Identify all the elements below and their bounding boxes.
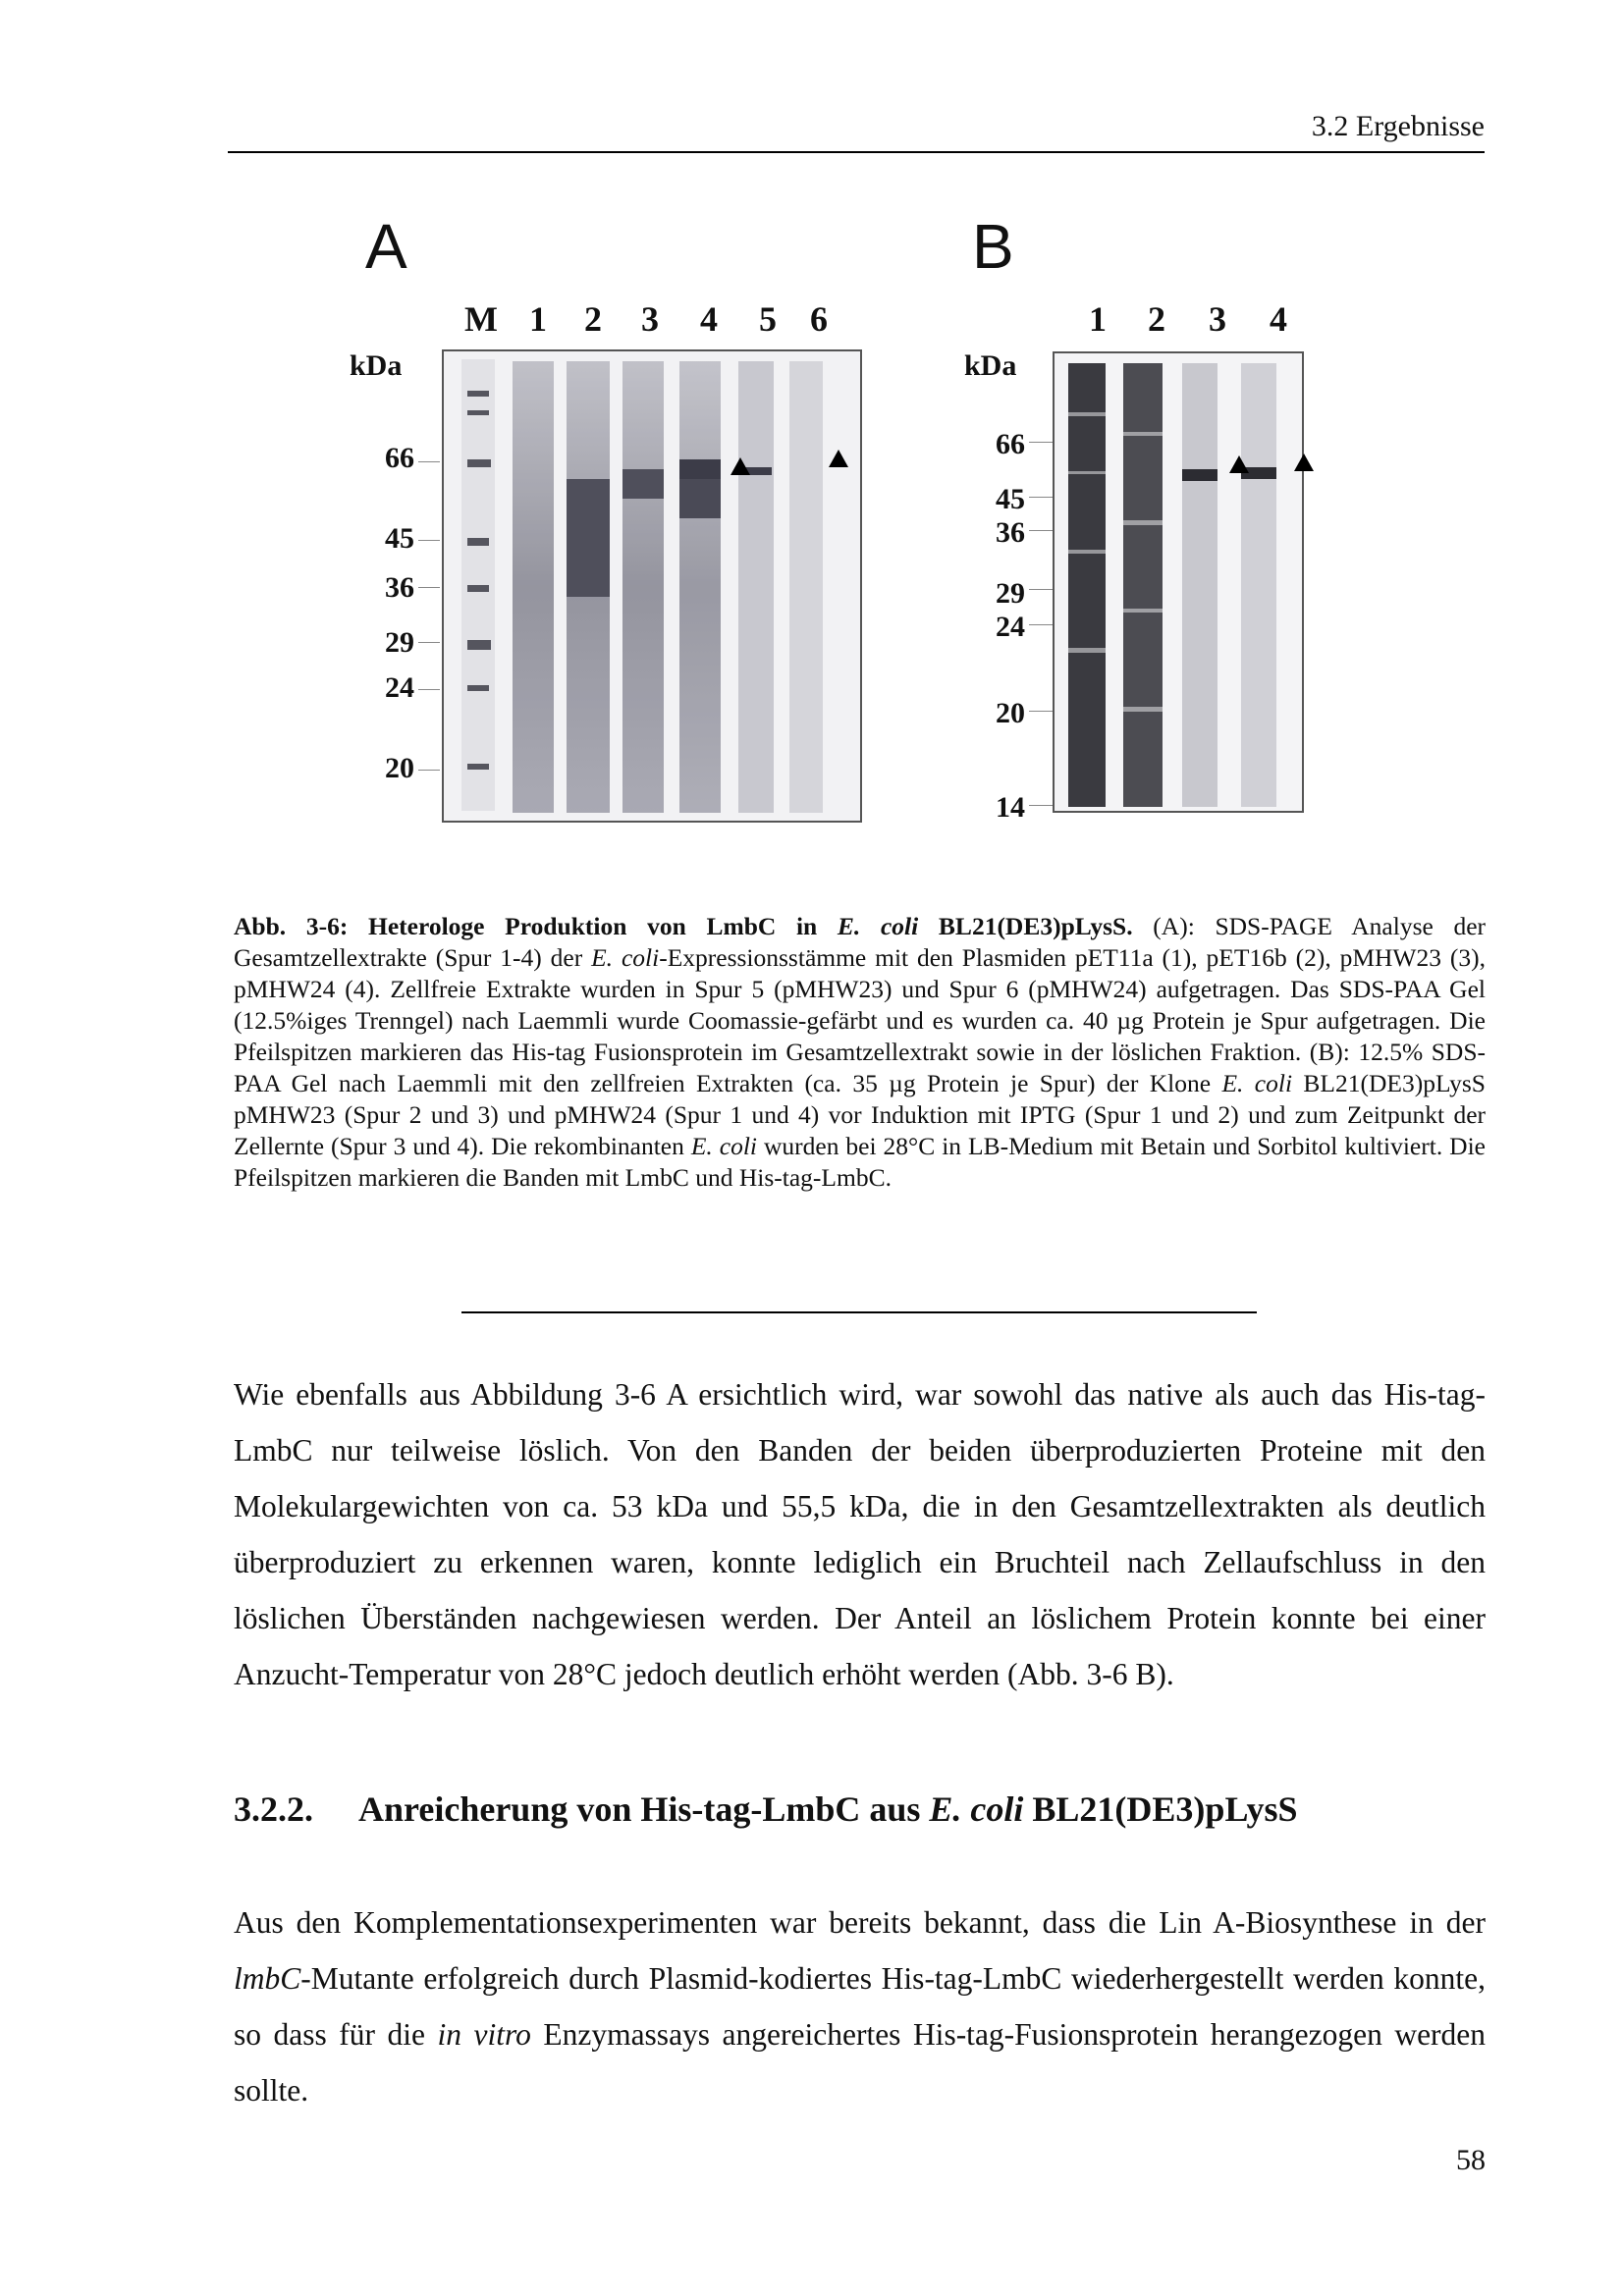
body-paragraph (234, 1895, 1486, 2118)
lane-label: 3 (641, 299, 659, 339)
tick (418, 461, 440, 462)
paragraph-text: -Mutante erfolgreich durch Plasmid-kodiertes His-tag-LmbC wiederhergestellt werden konnte, so dass für die (234, 1961, 1486, 2052)
caption-title-italic: E. coli (837, 912, 919, 940)
gel-image-a (442, 349, 862, 823)
caption-italic: E. coli (690, 1132, 758, 1160)
tick (1029, 711, 1053, 712)
arrowhead-icon (1294, 454, 1314, 471)
tick (1029, 589, 1053, 590)
paragraph-text: Aus den Komplementationsexperimenten war bereits bekannt, dass die Lin A-Biosynthese in der (234, 1905, 1486, 1940)
body-paragraph: Wie ebenfalls aus Abbildung 3-6 A ersichtlich wird, war sowohl das native als auch das His-tag-LmbC nur teilweise löslich. Von den Banden der beiden überproduzierten Proteine mit den Molekulargewichten von ca. 53 kDa und 55,5 kDa, die in den Gesamtzellextrakten als deutlich überproduziert zu erkennen waren, konnte lediglich ein Bruchteil nach Zellaufschluss in den löslichen Überständen nachgewiesen werden. Der Anteil an löslichem Protein konnte bei einer Anzucht-Temperatur von 28°C jedoch deutlich erhöht werden (Abb. 3-6 B). (234, 1377, 1486, 1691)
panel-a-unit: kDa (350, 349, 403, 382)
mw-marker: 14 (996, 791, 1025, 824)
mw-marker: 66 (385, 442, 414, 474)
tick (1029, 530, 1053, 531)
mw-marker: 45 (385, 522, 414, 555)
mw-marker: 20 (996, 697, 1025, 729)
mw-marker: 66 (996, 428, 1025, 460)
section-heading (234, 1789, 1298, 1830)
mw-marker: 29 (996, 577, 1025, 610)
paragraph-text: Enzymassays angereichertes His-tag-Fusionsprotein herangezogen werden sollte. (234, 2017, 1487, 2108)
tick (418, 642, 440, 643)
lane-label: 1 (529, 299, 547, 339)
lane-label: 4 (700, 299, 718, 339)
caption-italic: E. coli (591, 943, 660, 972)
lane-label: 6 (810, 299, 828, 339)
mw-marker: 29 (385, 626, 414, 659)
caption-text: -Expressionsstämme mit den Plasmiden pET11a (1), pET16b (2), pMHW23 (3), pMHW24 (4). Zellfreie Extrakte wurden in Spur 5 (pMHW23) und Spur 6 (pMHW24) aufgetragen. Das SDS-PAA Gel (12.5%iges Trenngel) nach Laemmli wurde Coomassie-gefärbt und es wurden ca. 40 µg Protein je Spur aufgetragen. Die Pfeilspitzen markieren das His-tag Fusionsprotein im Gesamtzellextrakt sowie in der löslichen Fraktion. (B): 12.5% SDS-PAA Gel nach Laemmli mit den zellfreien Extrakten (ca. 35 µg Protein je Spur) der Klone (234, 943, 1487, 1097)
lane-label: 2 (1148, 299, 1165, 339)
section-title-italic: E. coli (929, 1789, 1024, 1829)
section-title-end: BL21(DE3)pLysS (1032, 1789, 1298, 1829)
lane-label: 2 (584, 299, 602, 339)
tick (418, 689, 440, 690)
paragraph-italic: in vitro (437, 2017, 531, 2052)
caption-title: Heterologe Produktion von LmbC in (368, 912, 818, 940)
caption-text: wurden bei 28°C in LB-Medium mit Betain und Sorbitol kultiviert. Die Pfeilspitzen markieren die Banden mit LmbC und His-tag-LmbC. (234, 1132, 1486, 1192)
tick (1029, 805, 1053, 806)
arrowhead-icon (1229, 455, 1249, 473)
header-section: 3.2 Ergebnisse (1311, 110, 1485, 142)
caption-italic: E. coli (1221, 1069, 1293, 1097)
separator-line (461, 1311, 1257, 1313)
panel-b-unit: kDa (964, 349, 1017, 382)
arrowhead-icon (829, 450, 848, 467)
tick (1029, 442, 1053, 443)
caption-text: BL21(DE3)pLysS pMHW23 (Spur 2 und 3) und pMHW24 (Spur 1 und 4) vor Induktion mit IPTG (Spur 1 und 2) und zum Zeitpunkt der Zellernte (Spur 3 und 4). Die rekombinanten (234, 1069, 1486, 1160)
paragraph-italic: lmbC (234, 1961, 301, 1996)
running-header (228, 106, 1485, 153)
arrowhead-icon (730, 457, 750, 475)
lane-label: 4 (1270, 299, 1287, 339)
tick (418, 540, 440, 541)
mw-marker: 20 (385, 752, 414, 784)
section-number: 3.2.2. (234, 1789, 313, 1829)
caption-label: Abb. 3-6: (234, 912, 349, 940)
tick (418, 770, 440, 771)
lane-label: 3 (1209, 299, 1226, 339)
caption-title-end: BL21(DE3)pLysS. (938, 912, 1133, 940)
mw-marker: 24 (996, 611, 1025, 643)
panel-b-letter: B (972, 211, 1014, 282)
tick (1029, 497, 1053, 498)
mw-marker: 36 (385, 571, 414, 604)
figure-caption (234, 911, 1486, 1194)
tick (1029, 624, 1053, 625)
page-number: 58 (1456, 2144, 1486, 2176)
panel-a-letter: A (365, 211, 407, 282)
mw-marker: 45 (996, 483, 1025, 515)
tick (418, 587, 440, 588)
section-title: Anreicherung von His-tag-LmbC aus (358, 1789, 921, 1829)
gel-image-b (1053, 351, 1304, 813)
mw-marker: 36 (996, 516, 1025, 549)
mw-marker: 24 (385, 671, 414, 704)
lane-label: 5 (759, 299, 777, 339)
lane-label: 1 (1089, 299, 1107, 339)
caption-text: (A): SDS-PAGE Analyse der Gesamtzellextrakte (Spur 1-4) der (234, 912, 1487, 972)
lane-label: M (464, 299, 498, 339)
